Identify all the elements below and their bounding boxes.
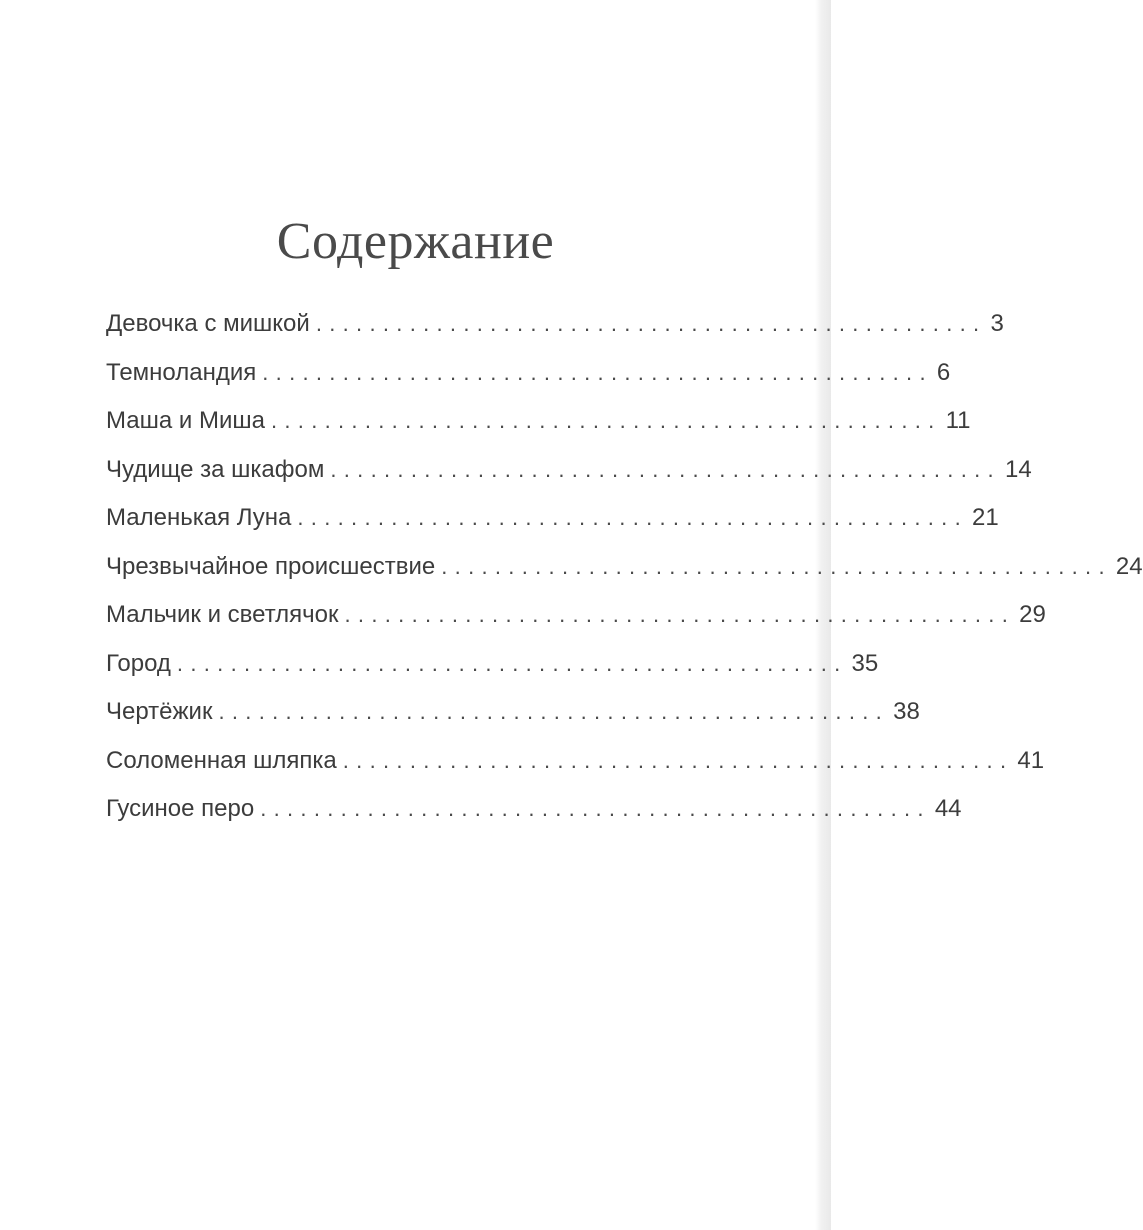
- toc-entry-title: Мальчик и светлячок: [106, 601, 339, 628]
- toc-entry: [106, 446, 1032, 495]
- dot-leader: ..................................................: [218, 699, 890, 724]
- toc-page-number: 3: [990, 310, 1004, 337]
- table-of-contents: [106, 300, 1143, 834]
- toc-entry: [106, 737, 1045, 786]
- page-title: Содержание: [276, 213, 555, 270]
- dot-leader: ..................................................: [342, 747, 1014, 773]
- toc-entry-title: Темноландия: [106, 358, 257, 386]
- toc-entry: [106, 300, 1004, 349]
- toc-entry: [106, 688, 920, 737]
- dot-leader: ..................................................: [260, 796, 931, 821]
- toc-entry: [106, 349, 951, 398]
- toc-page-number: 44: [934, 795, 962, 822]
- toc-entry-title: Город: [106, 649, 171, 677]
- toc-entry: [106, 397, 971, 446]
- toc-entry-title: Маленькая Луна: [106, 504, 292, 531]
- toc-page-number: 41: [1017, 746, 1045, 774]
- toc-entry: [106, 785, 962, 834]
- toc-entry-title: Девочка с мишкой: [106, 310, 310, 337]
- toc-entry: [106, 543, 1143, 592]
- toc-entry-title: Соломенная шляпка: [106, 746, 337, 774]
- dot-leader: ..................................................: [315, 311, 987, 336]
- toc-entry-title: Чертёжик: [106, 698, 213, 725]
- dot-leader: ..................................................: [344, 602, 1016, 627]
- toc-page-number: 21: [972, 504, 999, 531]
- dot-leader: ..................................................: [330, 456, 1001, 482]
- toc-page-number: 11: [945, 407, 971, 434]
- toc-entry: [106, 494, 999, 543]
- dot-leader: ..................................................: [176, 650, 848, 676]
- toc-page-number: 24: [1115, 552, 1143, 580]
- toc-entry-title: Чудище за шкафом: [106, 455, 325, 483]
- dot-leader: ..................................................: [441, 553, 1112, 579]
- dot-leader: ..................................................: [262, 359, 933, 385]
- toc-entry-title: Чрезвычайное происшествие: [106, 552, 436, 580]
- toc-entry-title: Гусиное перо: [106, 795, 255, 822]
- toc-page-number: 14: [1004, 455, 1032, 483]
- toc-entry-title: Маша и Миша: [106, 407, 265, 434]
- toc-page-number: 29: [1019, 601, 1046, 628]
- toc-entry: [106, 640, 879, 689]
- toc-entry: [106, 591, 1046, 640]
- dot-leader: ..................................................: [297, 505, 969, 530]
- toc-page-number: 6: [936, 358, 951, 386]
- toc-page-number: 38: [893, 698, 920, 725]
- dot-leader: ..................................................: [270, 408, 942, 433]
- toc-page-number: 35: [851, 649, 879, 677]
